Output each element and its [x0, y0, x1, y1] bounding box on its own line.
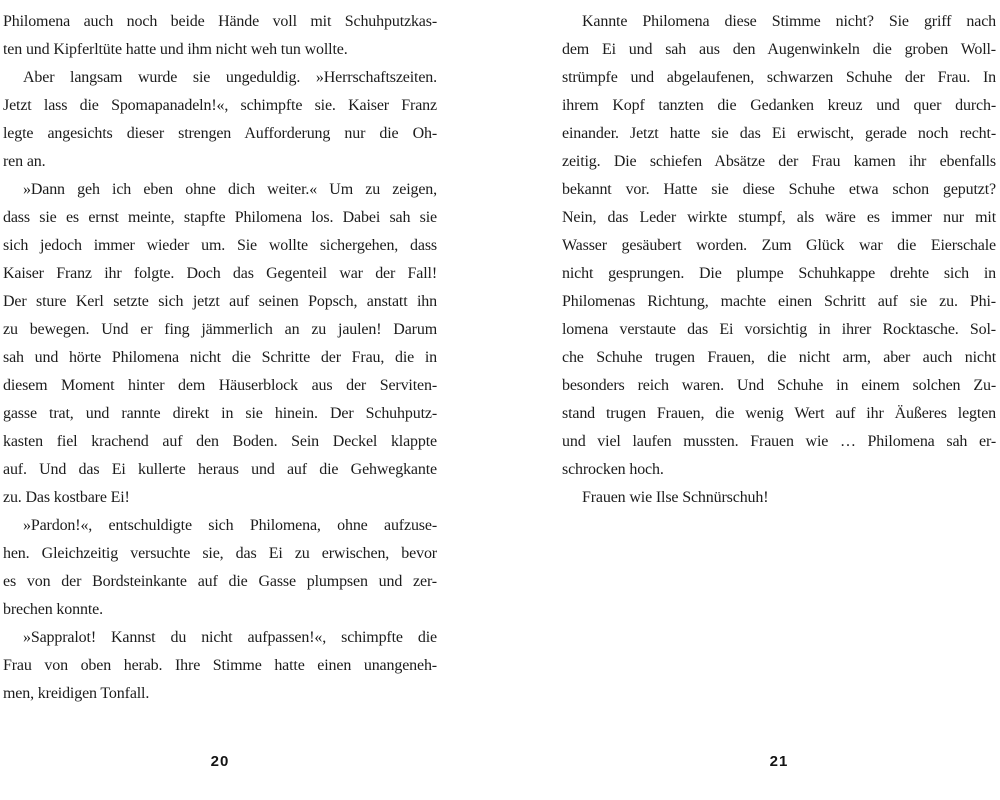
text-line: Aber langsam wurde sie ungeduldig. »Herrschaftszeiten.	[23, 69, 437, 86]
paragraph	[562, 484, 996, 512]
text-line: lomena verstaute das Ei vorsichtig in ihrer Rocktasche. Sol-	[562, 321, 996, 338]
text-line: sah und hörte Philomena nicht die Schritte der Frau, die in	[3, 349, 437, 366]
text-line: Frau von oben herab. Ihre Stimme hatte einen unangeneh-	[3, 657, 437, 674]
left-page	[3, 8, 437, 708]
text-line: Der sture Kerl setzte sich jetzt auf seinen Popsch, anstatt ihn	[3, 293, 437, 310]
text-line: ihrem Kopf tanzten die Gedanken kreuz und quer durch-	[562, 97, 996, 114]
text-line: diesem Moment hinter dem Häuserblock aus der Serviten-	[3, 377, 437, 394]
text-line: Wasser gesäubert worden. Zum Glück war die Eierschale	[562, 237, 996, 254]
text-line: »Dann geh ich eben ohne dich weiter.« Um zu zeigen,	[23, 181, 437, 198]
text-line: Jetzt lass die Spomapanadeln!«, schimpfte sie. Kaiser Franz	[3, 97, 437, 114]
page-number-left: 20	[210, 753, 230, 770]
left-page-text	[3, 8, 437, 708]
text-line: auf. Und das Ei kullerte heraus und auf die Gehwegkante	[3, 461, 437, 478]
text-line: schrocken hoch.	[562, 461, 664, 478]
text-line: dem Ei und sah aus den Augenwinkeln die groben Woll-	[562, 41, 996, 58]
paragraph	[3, 512, 437, 624]
text-line: hen. Gleichzeitig versuchte sie, das Ei zu erwischen, bevor	[3, 545, 437, 562]
text-line: bekannt vor. Hatte sie diese Schuhe etwa schon geputzt?	[562, 181, 996, 198]
text-line: Kaiser Franz ihr folgte. Doch das Gegenteil war der Fall!	[3, 265, 437, 282]
paragraph	[3, 176, 437, 512]
text-line: ten und Kipferltüte hatte und ihm nicht weh tun wollte.	[3, 41, 348, 58]
text-line: zu bewegen. Und er fing jämmerlich an zu jaulen! Darum	[3, 321, 437, 338]
text-line: kasten fiel krachend auf den Boden. Sein Deckel klappte	[3, 433, 437, 450]
paragraph	[562, 8, 996, 484]
text-line: men, kreidigen Tonfall.	[3, 685, 150, 702]
text-line: strümpfe und abgelaufenen, schwarzen Schuhe der Frau. In	[562, 69, 996, 86]
text-line: einander. Jetzt hatte sie das Ei erwischt, gerade noch recht-	[562, 125, 996, 142]
text-line: es von der Bordsteinkante auf die Gasse plumpsen und zer-	[3, 573, 437, 590]
text-line: Philomenas Richtung, machte einen Schritt auf sie zu. Phi-	[562, 293, 996, 310]
right-page	[562, 8, 996, 512]
text-line: Kannte Philomena diese Stimme nicht? Sie griff nach	[582, 13, 996, 30]
text-line: Frauen wie Ilse Schnürschuh!	[582, 489, 769, 506]
text-line: zu. Das kostbare Ei!	[3, 489, 130, 506]
text-line: und viel laufen mussten. Frauen wie … Philomena sah er-	[562, 433, 996, 450]
text-line: »Pardon!«, entschuldigte sich Philomena, ohne aufzuse-	[23, 517, 437, 534]
text-line: zeitig. Die schiefen Absätze der Frau kamen ihr ebenfalls	[562, 153, 996, 170]
page-number-right: 21	[769, 753, 789, 770]
right-page-text	[562, 8, 996, 512]
text-line: »Sappralot! Kannst du nicht aufpassen!«, schimpfte die	[23, 629, 437, 646]
text-line: sich jedoch immer wieder um. Sie wollte sichergehen, dass	[3, 237, 437, 254]
text-line: brechen konnte.	[3, 601, 103, 618]
paragraph	[3, 8, 437, 64]
text-line: che Schuhe trugen Frauen, die nicht arm, aber auch nicht	[562, 349, 996, 366]
text-line: nicht gesprungen. Die plumpe Schuhkappe drehte sich in	[562, 265, 996, 282]
text-line: gasse trat, und rannte direkt in sie hinein. Der Schuhputz-	[3, 405, 437, 422]
text-line: ren an.	[3, 153, 46, 170]
text-line: dass sie es ernst meinte, stapfte Philomena los. Dabei sah sie	[3, 209, 437, 226]
text-line: stand trugen Frauen, die wenig Wert auf ihr Äußeres legten	[562, 405, 996, 422]
text-line: Nein, das Leder wirkte stumpf, als wäre es immer nur mit	[562, 209, 996, 226]
text-line: besonders reich waren. Und Schuhe in einem solchen Zu-	[562, 377, 996, 394]
text-line: Philomena auch noch beide Hände voll mit Schuhputzkas-	[3, 13, 437, 30]
paragraph	[3, 624, 437, 708]
paragraph	[3, 64, 437, 176]
text-line: legte angesichts dieser strengen Aufforderung nur die Oh-	[3, 125, 437, 142]
